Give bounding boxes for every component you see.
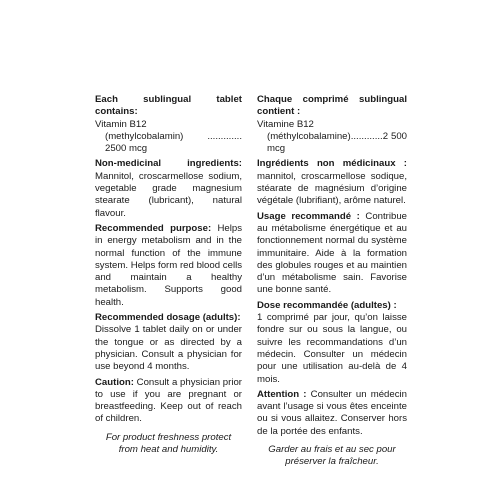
- purpose-heading-fr: Usage recommandé :: [257, 210, 360, 222]
- dosage-heading: Recommended dosage (adults):: [95, 312, 241, 324]
- contents-heading-fr: Chaque comprimé sublingual contient :: [257, 94, 407, 118]
- dosage-text: Dissolve 1 tablet daily on or under the tongue or as directed by a physician. Consult a physician for use beyond 4 months.: [95, 324, 242, 373]
- purpose-section: [95, 223, 242, 309]
- nonmedicinal-section-fr: [257, 158, 407, 207]
- contents-section-fr: [257, 94, 407, 155]
- storage-note: For product freshness protect from heat and humidity.: [105, 431, 232, 456]
- nonmedicinal-heading: Non-medicinal ingredients:: [95, 158, 242, 170]
- caution-heading: Caution:: [95, 376, 134, 388]
- caution-text-fr: Consulter un médecin avant l’usage si vous êtes enceinte ou si vous allaitez. Conserver hors de la portée des enfants.: [257, 388, 407, 437]
- ingredient-name: Vitamin B12: [95, 118, 147, 130]
- english-column: [95, 94, 242, 456]
- storage-note-fr: Garder au frais et au sec pour préserver la fraîcheur.: [268, 444, 396, 468]
- ingredient-amount: (methylcobalamin) ............. 2500 mcg: [105, 130, 242, 155]
- purpose-text-fr: Contribue au métabolisme énergétique et au fonctionnement normal du système immunitaire. Aide à la formation des globules rouges et au maintien d’un métabolisme sain. Favorise une bonne santé.: [257, 210, 407, 296]
- french-column: [257, 94, 407, 469]
- ingredient-amount-fr: (méthylcobalamine)............2 500 mcg: [267, 130, 407, 155]
- contents-heading: Each sublingual tablet contains:: [95, 94, 242, 118]
- caution-section: [95, 377, 242, 426]
- nonmedicinal-text: Mannitol, croscarmellose sodium, vegetable grade magnesium stearate (lubricant), natural flavour.: [95, 170, 242, 219]
- caution-section-fr: [257, 389, 407, 438]
- dosage-section-fr: [257, 300, 407, 386]
- ingredient-name-fr: Vitamine B12: [257, 118, 314, 130]
- purpose-section-fr: [257, 211, 407, 297]
- contents-section: [95, 94, 242, 155]
- caution-text: Consult a physician prior to use if you are pregnant or breastfeeding. Keep out of reach of children.: [95, 376, 242, 425]
- dosage-section: [95, 312, 242, 373]
- nonmedicinal-section: [95, 158, 242, 219]
- caution-heading-fr: Attention :: [257, 388, 307, 400]
- nonmedicinal-text-fr: mannitol, croscarmellose sodique, stéarate de magnésium d’origine végétale (lubrifiant), arôme naturel.: [257, 170, 407, 207]
- nonmedicinal-heading-fr: Ingrédients non médicinaux :: [257, 158, 407, 170]
- dosage-text-fr: 1 comprimé par jour, qu’on laisse fondre sur ou sous la langue, ou suivre les recommandations d’un médecin. Consulter un médecin pour une utilisation au-delà de 4 mois.: [257, 312, 407, 385]
- purpose-heading: Recommended purpose:: [95, 222, 212, 234]
- purpose-text: Helps in energy metabolism and in the normal function of the immune system. Helps form red blood cells and maintain a healthy metabolism. Supports good health.: [95, 222, 242, 308]
- dosage-heading-fr: Dose recommandée (adultes) :: [257, 299, 397, 311]
